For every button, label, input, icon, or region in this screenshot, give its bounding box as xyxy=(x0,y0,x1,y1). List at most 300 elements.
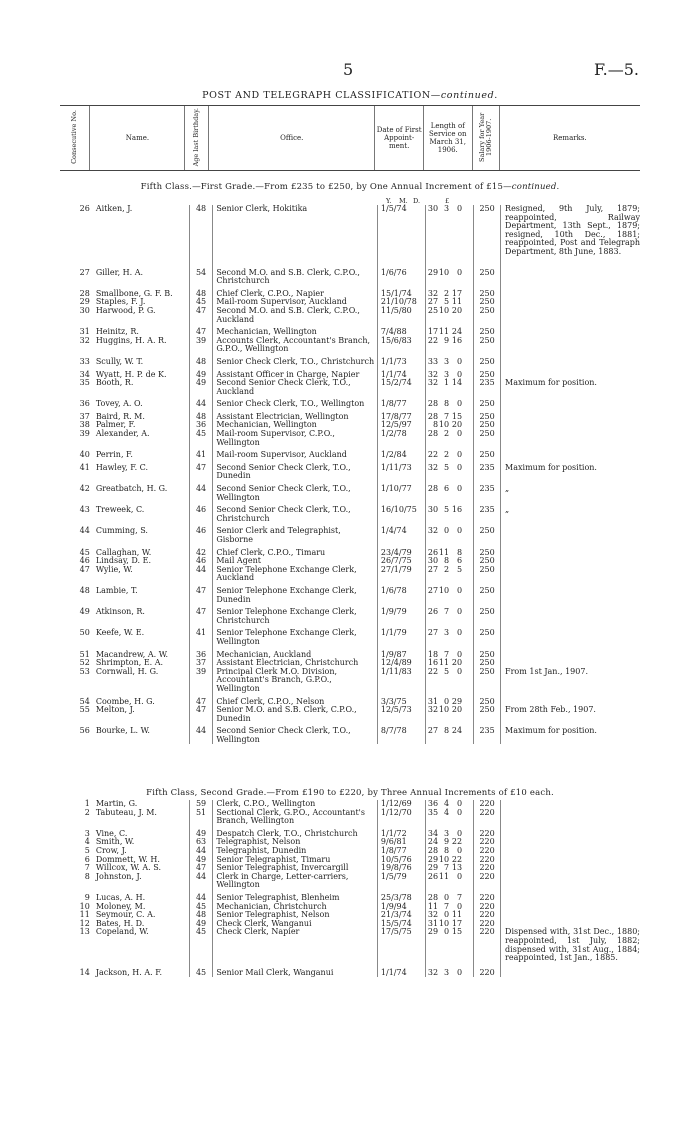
staff-name-text: Smallbone, G. F. B. xyxy=(95,288,173,298)
row-number xyxy=(60,873,96,890)
staff-name-text: Dommett, W. H. xyxy=(95,854,160,864)
row-number-text: 42 xyxy=(79,484,90,494)
service-d: 0 xyxy=(456,399,463,409)
age-text: 45 xyxy=(195,429,207,439)
unit-days: D. xyxy=(413,197,421,205)
service-m: 3 xyxy=(443,828,450,838)
remarks xyxy=(501,847,640,856)
staff-name-text: Callaghan, W. xyxy=(95,547,152,557)
row-number xyxy=(60,856,96,865)
office-text: Senior Telephone Exchange Clerk, Wellington xyxy=(216,628,357,646)
staff-name xyxy=(96,447,189,460)
office xyxy=(213,706,378,723)
appointment-date-text: 1/1/79 xyxy=(380,628,407,638)
appointment-date xyxy=(377,706,425,723)
service-d: 0 xyxy=(456,967,463,977)
age xyxy=(189,481,213,502)
row-number-text: 6 xyxy=(84,854,90,864)
salary xyxy=(474,523,501,544)
service-m: 7 xyxy=(443,901,450,911)
staff-name-text: Tovey, A. O. xyxy=(95,399,143,409)
length-of-service xyxy=(426,460,474,481)
staff-name xyxy=(96,963,189,978)
age-text: 47 xyxy=(195,863,207,873)
service-y: 31 xyxy=(427,918,439,928)
age-text: 49 xyxy=(195,828,207,838)
row-number-text: 45 xyxy=(79,547,90,557)
remarks-text: „ xyxy=(505,484,510,494)
salary xyxy=(474,873,501,890)
office-text: Mechanician, Wellington xyxy=(216,327,317,337)
salary-text: 250 xyxy=(479,556,495,566)
remarks-text: „ xyxy=(505,505,510,515)
age xyxy=(189,706,213,723)
service-d: 17 xyxy=(451,918,463,928)
age xyxy=(189,873,213,890)
remarks xyxy=(501,668,640,694)
salary-text: 250 xyxy=(479,607,495,617)
row-number xyxy=(60,723,96,744)
appointment-date-text: 27/1/79 xyxy=(380,564,412,574)
appointment-date-text: 1/1/73 xyxy=(380,356,407,366)
salary-text: 220 xyxy=(479,871,495,881)
row-number xyxy=(60,257,96,286)
age-text: 41 xyxy=(195,628,207,638)
staff-name-text: Smith, W. xyxy=(95,837,135,847)
table-row xyxy=(60,723,640,744)
service-m: 5 xyxy=(443,297,450,307)
salary-text: 220 xyxy=(479,854,495,864)
row-number xyxy=(60,481,96,502)
remarks-text: Maximum for position. xyxy=(505,726,597,736)
remarks xyxy=(501,838,640,847)
staff-name-text: Scully, W. T. xyxy=(95,356,144,366)
service-y: 26 xyxy=(427,871,439,881)
service-d: 29 xyxy=(451,696,463,706)
age-text: 48 xyxy=(195,910,207,920)
row-number xyxy=(60,307,96,324)
salary xyxy=(474,566,501,583)
appointment-date xyxy=(377,809,425,826)
service-m: 10 xyxy=(438,585,450,595)
salary-text: 220 xyxy=(479,863,495,873)
salary-text: 235 xyxy=(479,505,495,515)
staff-name-text: Wyatt, H. P. de K. xyxy=(95,369,167,379)
service-d: 0 xyxy=(456,666,463,676)
age-text: 48 xyxy=(195,356,207,366)
unit-pound: £ xyxy=(445,197,450,205)
staff-name-text: Harwood, P. G. xyxy=(95,305,156,315)
table-row xyxy=(60,864,640,873)
remarks xyxy=(501,205,640,257)
row-number xyxy=(60,354,96,367)
remarks-text: Resigned, 9th July, 1879; reappointed, Railway Department, 13th Sept., 1879; resigned, 10th Dec., 1881; reappointed, Post and Telegraph Department, 8th June, 1883. xyxy=(505,204,640,256)
unit-months: M. xyxy=(399,197,408,205)
table-row xyxy=(60,625,640,646)
staff-name-text: Coombe, H. G. xyxy=(95,696,155,706)
age xyxy=(189,604,213,625)
service-d: 16 xyxy=(451,505,463,515)
age-text: 44 xyxy=(195,484,207,494)
salary-text: 220 xyxy=(479,807,495,817)
service-d: 20 xyxy=(451,420,463,430)
service-y: 30 xyxy=(427,204,439,213)
office-text: Assistant Electrician, Christchurch xyxy=(216,658,359,668)
staff-name xyxy=(96,928,189,962)
table-row xyxy=(60,337,640,354)
appointment-date-text: 16/10/75 xyxy=(380,505,417,515)
remarks xyxy=(501,911,640,920)
remarks xyxy=(501,873,640,890)
office-text: Despatch Clerk, T.O., Christchurch xyxy=(216,828,358,838)
row-number xyxy=(60,557,96,566)
appointment-date-text: 1/1/72 xyxy=(380,828,407,838)
office xyxy=(213,502,378,523)
row-number xyxy=(60,337,96,354)
table-row xyxy=(60,523,640,544)
appointment-date xyxy=(377,583,425,604)
row-number-text: 8 xyxy=(84,871,90,881)
office-text: Senior Check Clerk, T.O., Wellington xyxy=(216,399,365,409)
office-text: Senior Telephone Exchange Clerk, Dunedin xyxy=(216,585,357,604)
appointment-date-text: 8/7/78 xyxy=(380,726,407,736)
row-number xyxy=(60,706,96,723)
length-of-service xyxy=(426,566,474,583)
service-y: 25 xyxy=(427,305,439,315)
office-text: Senior Check Clerk, T.O., Christchurch xyxy=(216,356,375,366)
length-of-service xyxy=(426,354,474,367)
appointment-date-text: 15/5/74 xyxy=(380,918,412,928)
staff-name xyxy=(96,257,189,286)
service-y: 17 xyxy=(427,327,439,337)
age-text: 36 xyxy=(195,649,207,659)
salary xyxy=(474,706,501,723)
salary xyxy=(474,337,501,354)
service-y: 27 xyxy=(427,564,439,574)
table-row xyxy=(60,826,640,839)
office-text: Senior Telegraphist, Blenheim xyxy=(216,892,340,902)
age-text: 48 xyxy=(195,288,207,298)
table-row xyxy=(60,447,640,460)
appointment-date xyxy=(377,396,425,409)
staff-name-text: Huggins, H. A. R. xyxy=(95,335,167,345)
office xyxy=(213,523,378,544)
office-text: Second Senior Check Clerk, T.O., Dunedin xyxy=(216,462,351,481)
appointment-date-text: 1/9/79 xyxy=(380,607,407,617)
service-y: 8 xyxy=(432,420,439,430)
age-text: 47 xyxy=(195,585,207,595)
row-number xyxy=(60,838,96,847)
staff-name-text: Cumming, S. xyxy=(95,526,148,536)
row-number xyxy=(60,566,96,583)
service-m: 5 xyxy=(443,462,450,472)
appointment-date xyxy=(377,307,425,324)
remarks xyxy=(501,481,640,502)
age-text: 51 xyxy=(195,807,207,817)
service-d: 5 xyxy=(456,564,463,574)
row-number xyxy=(60,928,96,962)
salary-text: 220 xyxy=(479,967,495,977)
staff-name-text: Treweek, C. xyxy=(95,505,145,515)
age xyxy=(189,523,213,544)
salary-text: 250 xyxy=(479,526,495,536)
salary-text: 250 xyxy=(479,666,495,676)
remarks xyxy=(501,307,640,324)
appointment-date-text: 1/5/74 xyxy=(380,204,407,213)
appointment-date-text: 12/4/89 xyxy=(380,658,412,668)
row-number xyxy=(60,963,96,978)
age xyxy=(189,963,213,978)
row-number xyxy=(60,864,96,873)
service-m: 0 xyxy=(443,910,450,920)
row-number xyxy=(60,421,96,430)
appointment-date xyxy=(377,430,425,447)
service-m: 3 xyxy=(443,369,450,379)
remarks xyxy=(501,257,640,286)
age-text: 48 xyxy=(195,204,207,213)
remarks xyxy=(501,890,640,903)
salary xyxy=(474,481,501,502)
service-y: 31 xyxy=(427,696,439,706)
row-number-text: 4 xyxy=(84,837,90,847)
appointment-date-text: 1/2/84 xyxy=(380,450,407,460)
service-m: 7 xyxy=(443,863,450,873)
office-text: Second M.O. and S.B. Clerk, C.P.O., Christchurch xyxy=(216,267,360,286)
remarks xyxy=(501,502,640,523)
length-of-service xyxy=(426,873,474,890)
row-number xyxy=(60,826,96,839)
row-number xyxy=(60,625,96,646)
first-grade-table xyxy=(60,205,640,744)
appointment-date xyxy=(377,604,425,625)
salary xyxy=(474,307,501,324)
staff-name xyxy=(96,706,189,723)
remarks xyxy=(501,583,640,604)
length-of-service xyxy=(426,396,474,409)
row-number xyxy=(60,890,96,903)
appointment-date xyxy=(377,481,425,502)
staff-name xyxy=(96,337,189,354)
office-text: Second M.O. and S.B. Clerk, C.P.O., Auckland xyxy=(216,305,360,324)
service-m: 10 xyxy=(438,705,450,715)
office xyxy=(213,307,378,324)
service-d: 0 xyxy=(456,845,463,855)
service-y: 29 xyxy=(427,863,439,873)
remarks-text: Maximum for position. xyxy=(505,462,597,472)
table-row xyxy=(60,838,640,847)
age xyxy=(189,566,213,583)
appointment-date-text: 1/12/70 xyxy=(380,807,412,817)
age-text: 46 xyxy=(195,505,207,515)
salary-text: 250 xyxy=(479,297,495,307)
table-row xyxy=(60,409,640,422)
office-text: Mail-room Supervisor, Auckland xyxy=(216,450,347,460)
age xyxy=(189,379,213,396)
salary-text: 250 xyxy=(479,288,495,298)
service-m: 0 xyxy=(443,696,450,706)
age-text: 41 xyxy=(195,450,207,460)
appointment-date-text: 1/8/77 xyxy=(380,399,407,409)
service-m: 8 xyxy=(443,845,450,855)
staff-name-text: Hawley, F. C. xyxy=(95,462,149,472)
appointment-date-text: 1/6/76 xyxy=(380,267,407,277)
appointment-date xyxy=(377,205,425,257)
age xyxy=(189,337,213,354)
salary xyxy=(474,430,501,447)
salary-text: 250 xyxy=(479,547,495,557)
row-number xyxy=(60,379,96,396)
service-y: 32 xyxy=(427,378,439,388)
salary-text: 250 xyxy=(479,649,495,659)
salary xyxy=(474,205,501,257)
row-number xyxy=(60,298,96,307)
service-m: 11 xyxy=(438,547,450,557)
service-m: 9 xyxy=(443,335,450,345)
row-number-text: 51 xyxy=(79,649,90,659)
service-y: 24 xyxy=(427,837,439,847)
staff-name-text: Booth, R. xyxy=(95,378,134,388)
salary xyxy=(474,447,501,460)
table-row xyxy=(60,460,640,481)
age-text: 42 xyxy=(195,547,207,557)
appointment-date xyxy=(377,354,425,367)
age xyxy=(189,205,213,257)
row-number xyxy=(60,430,96,447)
service-y: 29 xyxy=(427,854,439,864)
service-y: 33 xyxy=(427,356,439,366)
age-text: 63 xyxy=(195,837,207,847)
row-number xyxy=(60,396,96,409)
staff-name xyxy=(96,307,189,324)
length-of-service xyxy=(426,307,474,324)
row-number-text: 35 xyxy=(79,378,90,388)
table-row xyxy=(60,286,640,299)
salary xyxy=(474,963,501,978)
staff-name-text: Staples, F. J. xyxy=(95,297,146,307)
appointment-date-text: 1/9/94 xyxy=(380,901,407,911)
appointment-date-text: 19/8/76 xyxy=(380,863,412,873)
unit-years: Y. xyxy=(386,197,392,205)
table-row xyxy=(60,379,640,396)
service-m: 8 xyxy=(443,726,450,736)
appointment-date-text: 17/5/75 xyxy=(380,927,412,937)
age xyxy=(189,723,213,744)
service-m: 5 xyxy=(443,666,450,676)
office-text: Telegraphist, Nelson xyxy=(216,837,301,847)
col-header-office: Office. xyxy=(209,106,375,171)
age xyxy=(189,625,213,646)
age-text: 49 xyxy=(195,369,207,379)
age xyxy=(189,447,213,460)
remarks xyxy=(501,430,640,447)
age-text: 59 xyxy=(195,799,207,808)
age-text: 54 xyxy=(195,267,207,277)
appointment-date-text: 1/11/73 xyxy=(380,462,412,472)
row-number xyxy=(60,911,96,920)
salary-text: 250 xyxy=(479,267,495,277)
length-of-service xyxy=(426,809,474,826)
appointment-date-text: 15/2/74 xyxy=(380,378,412,388)
row-number-text: 52 xyxy=(79,658,90,668)
service-m: 4 xyxy=(443,799,450,808)
appointment-date-text: 1/12/69 xyxy=(380,799,412,808)
staff-name-text: Alexander, A. xyxy=(95,429,150,439)
appointment-date xyxy=(377,523,425,544)
age-text: 44 xyxy=(195,871,207,881)
office-text: Senior Clerk, Hokitika xyxy=(216,204,308,213)
salary-text: 250 xyxy=(479,705,495,715)
row-number-text: 29 xyxy=(79,297,90,307)
remarks-text: Maximum for position. xyxy=(505,378,597,388)
staff-name-text: Moloney, M. xyxy=(95,901,146,911)
service-y: 27 xyxy=(427,628,439,638)
staff-name xyxy=(96,583,189,604)
service-d: 0 xyxy=(456,901,463,911)
service-y: 35 xyxy=(427,807,439,817)
staff-name-text: Baird, R. M. xyxy=(95,411,145,421)
staff-name-text: Macandrew, A. W. xyxy=(95,649,169,659)
appointment-date-text: 12/5/97 xyxy=(380,420,412,430)
table-row xyxy=(60,809,640,826)
salary-text: 250 xyxy=(479,356,495,366)
staff-name xyxy=(96,809,189,826)
staff-name xyxy=(96,460,189,481)
row-number xyxy=(60,286,96,299)
staff-name-text: Bates, H. D. xyxy=(95,918,145,928)
remarks xyxy=(501,723,640,744)
appointment-date xyxy=(377,257,425,286)
service-y: 29 xyxy=(427,267,439,277)
service-y: 27 xyxy=(427,726,439,736)
office-text: Clerk, C.P.O., Wellington xyxy=(216,799,316,808)
service-d: 0 xyxy=(456,828,463,838)
row-number-text: 50 xyxy=(79,628,90,638)
salary-text: 220 xyxy=(479,828,495,838)
age-text: 37 xyxy=(195,658,207,668)
length-of-service xyxy=(426,337,474,354)
service-d: 0 xyxy=(456,807,463,817)
appointment-date-text: 7/4/88 xyxy=(380,327,407,337)
age-text: 44 xyxy=(195,892,207,902)
staff-name xyxy=(96,523,189,544)
age xyxy=(189,809,213,826)
service-d: 20 xyxy=(451,305,463,315)
office-text: Telegraphist, Dunedin xyxy=(216,845,307,855)
row-number-text: 12 xyxy=(79,918,90,928)
salary-text: 235 xyxy=(479,726,495,736)
staff-name xyxy=(96,873,189,890)
service-d: 13 xyxy=(451,863,463,873)
office-text: Senior Telegraphist, Invercargill xyxy=(216,863,349,873)
office-text: Senior M.O. and S.B. Clerk, C.P.O., Dunedin xyxy=(216,705,357,723)
staff-name xyxy=(96,625,189,646)
row-number-text: 36 xyxy=(79,399,90,409)
service-y: 26 xyxy=(427,607,439,617)
office xyxy=(213,430,378,447)
appointment-date xyxy=(377,566,425,583)
office-text: Second Senior Check Clerk, T.O., Wellington xyxy=(216,726,351,744)
salary-text: 235 xyxy=(479,378,495,388)
salary-text: 220 xyxy=(479,837,495,847)
age-text: 47 xyxy=(195,705,207,715)
remarks xyxy=(501,337,640,354)
office xyxy=(213,460,378,481)
appointment-date xyxy=(377,928,425,962)
row-number-text: 41 xyxy=(79,462,90,472)
remarks xyxy=(501,557,640,566)
length-of-service xyxy=(426,324,474,337)
col-header-service: Length of Service on March 31, 1906. xyxy=(423,106,472,171)
